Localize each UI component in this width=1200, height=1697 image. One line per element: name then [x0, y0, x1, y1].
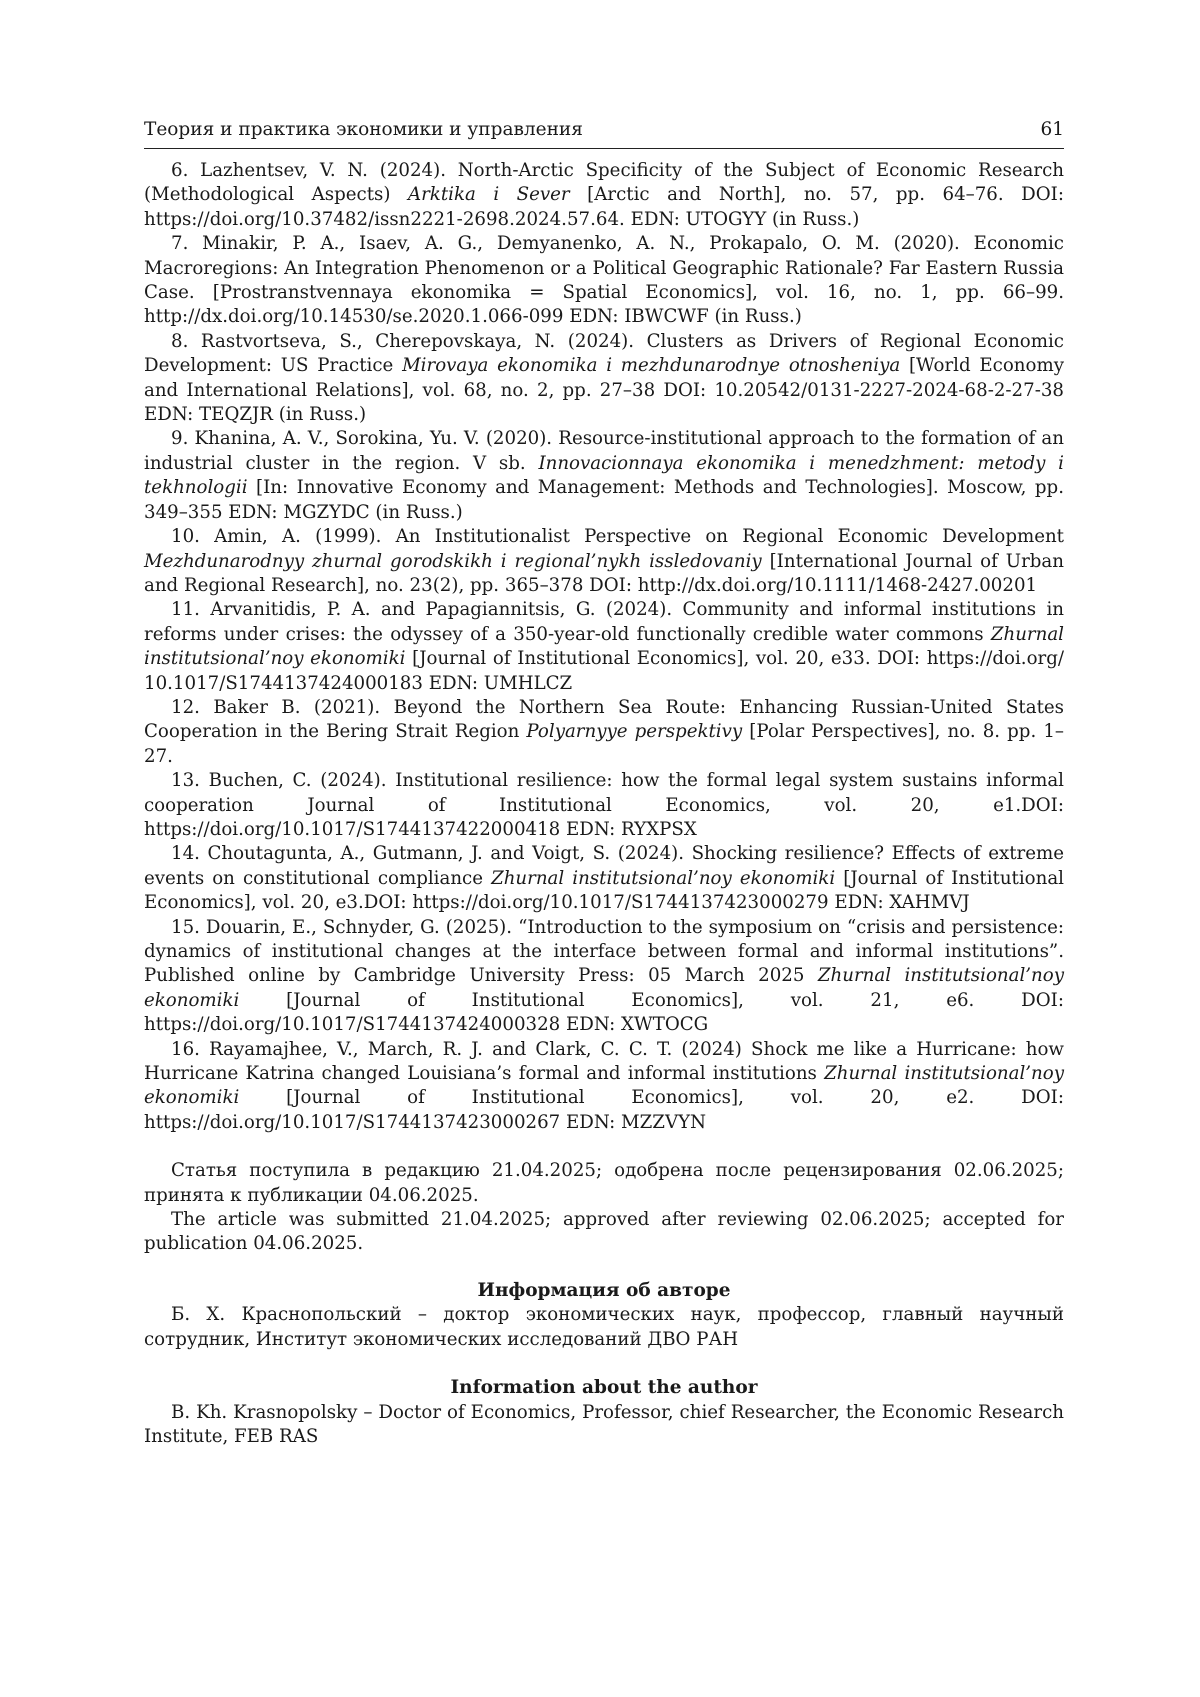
reference-item: 12. Baker B. (2021). Beyond the Northern Sea Route: Enhancing Russian-United States Cooperation in the Bering Strait Region Polyarnyye perspektivy [Polar Perspectives], no. 8. pp. 1–27. [144, 696, 1064, 767]
page-number: 61 [1040, 119, 1064, 140]
article-dates-ru: Статья поступила в редакцию 21.04.2025; одобрена после рецензирования 02.06.2025; принята к публикации 04.06.2025. [144, 1160, 1064, 1206]
author-info-en [144, 1376, 1064, 1449]
reference-item: 11. Arvanitidis, P. A. and Papagiannitsis, G. (2024). Community and informal institutions in reforms under crises: the odyssey of a 350-year-old functionally credible water commons Zhurnal institutsional’noy ekonomiki [Journal of Institutional Economics], vol. 20, e33. DOI: https://doi.org/ 10.1017/S1744137424000183 EDN: UMHLCZ [144, 599, 1065, 694]
reference-item: 6. Lazhentsev, V. N. (2024). North-Arctic Specificity of the Subject of Economic Research (Methodological Aspects) Arktika i Sever [Arctic and North], no. 57, pp. 64–76. DOI: https://doi.org/10.37482/issn2221-2698.2024.57.64. EDN: UTOGYY (in Russ.) [144, 160, 1064, 230]
reference-item: 16. Rayamajhee, V., March, R. J. and Clark, C. C. T. (2024) Shock me like a Hurricane: how Hurricane Katrina changed Louisiana’s formal and informal institutions Zhurnal institutsional’noy ekonomiki [Journal of Institutional Economics], vol. 20, e2. DOI: https://doi.org/10.1017/S1744137423000267 EDN: MZZVYN [144, 1038, 1064, 1133]
document-page [144, 118, 1064, 1449]
author-info-en-title: Information about the author [450, 1377, 758, 1399]
author-info-ru-text: Б. Х. Краснопольский – доктор экономических наук, профессор, главный научный сотрудник, Институт экономических исследований ДВО РАН [144, 1304, 1064, 1350]
author-info-ru [144, 1279, 1064, 1352]
reference-item: 14. Choutagunta, A., Gutmann, J. and Voigt, S. (2024). Shocking resilience? Effects of extreme events on constitutional compliance Zhurnal institutsional’noy ekonomiki [Journal of Institutional Economics], vol. 20, e3.DOI: https://doi.org/10.1017/S1744137423000279 EDN: XAHMVJ [144, 843, 1064, 914]
article-dates [144, 1159, 1064, 1257]
author-info-en-text: B. Kh. Krasnopolsky – Doctor of Economics, Professor, chief Researcher, the Economic Research Institute, FEB RAS [144, 1401, 1064, 1447]
reference-list [144, 159, 1064, 1135]
article-dates-en: The article was submitted 21.04.2025; approved after reviewing 02.06.2025; accepted for publication 04.06.2025. [144, 1209, 1064, 1255]
author-info-ru-title: Информация об авторе [477, 1279, 731, 1301]
running-header [144, 118, 1064, 149]
reference-item: 10. Amin, A. (1999). An Institutionalist Perspective on Regional Economic Development Mezhdunarodnyy zhurnal gorodskikh i regional’nykh issledovaniy [International Journal of Urban and Regional Research], no. 23(2), pp. 365–378 DOI: http://dx.doi.org/10.1111/1468-2427.00201 [144, 526, 1064, 596]
reference-item: 7. Minakir, P. A., Isaev, A. G., Demyanenko, A. N., Prokapalo, O. M. (2020). Economic Macroregions: An Integration Phenomenon or a Political Geographic Rationale? Far Eastern Russia Case. [Prostranstvennaya ekonomika = Spatial Economics], vol. 16, no. 1, pp. 66–99. http://dx.doi.org/10.14530/se.2020.1.066-099 EDN: IBWCWF (in Russ.) [144, 233, 1064, 328]
reference-item: 15. Douarin, E., Schnyder, G. (2025). “Introduction to the symposium on “crisis and persistence: dynamics of institutional changes at the interface between formal and informal institutions”. Published online by Cambridge University Press: 05 March 2025 Zhurnal institutsional’noy ekonomiki [Journal of Institutional Economics], vol. 21, e6. DOI: https://doi.org/10.1017/S1744137424000328 EDN: XWTOCG [144, 916, 1064, 1036]
reference-item: 9. Khanina, A. V., Sorokina, Yu. V. (2020). Resource-institutional approach to the formation of an industrial cluster in the region. V sb. Innovacionnaya ekonomika i menedzhment: metody i tekhnologii [In: Innovative Economy and Management: Methods and Technologies]. Moscow, pp. 349–355 EDN: MGZYDC (in Russ.) [144, 428, 1065, 523]
journal-title: Теория и практика экономики и управления [144, 119, 583, 140]
reference-item: 13. Buchen, C. (2024). Institutional resilience: how the formal legal system sustains informal cooperation Journal of Institutional Economics, vol. 20, e1.DOI: https://doi.org/10.1017/S1744137422000418 EDN: RYXPSX [144, 770, 1064, 840]
reference-item: 8. Rastvortseva, S., Cherepovskaya, N. (2024). Clusters as Drivers of Regional Economic Development: US Practice Mirovaya ekonomika i mezhdunarodnye otnosheniya [World Economy and International Relations], vol. 68, no. 2, pp. 27–38 DOI: 10.20542/0131-2227-2024-68-2-27-38 EDN: TEQZJR (in Russ.) [144, 330, 1064, 426]
